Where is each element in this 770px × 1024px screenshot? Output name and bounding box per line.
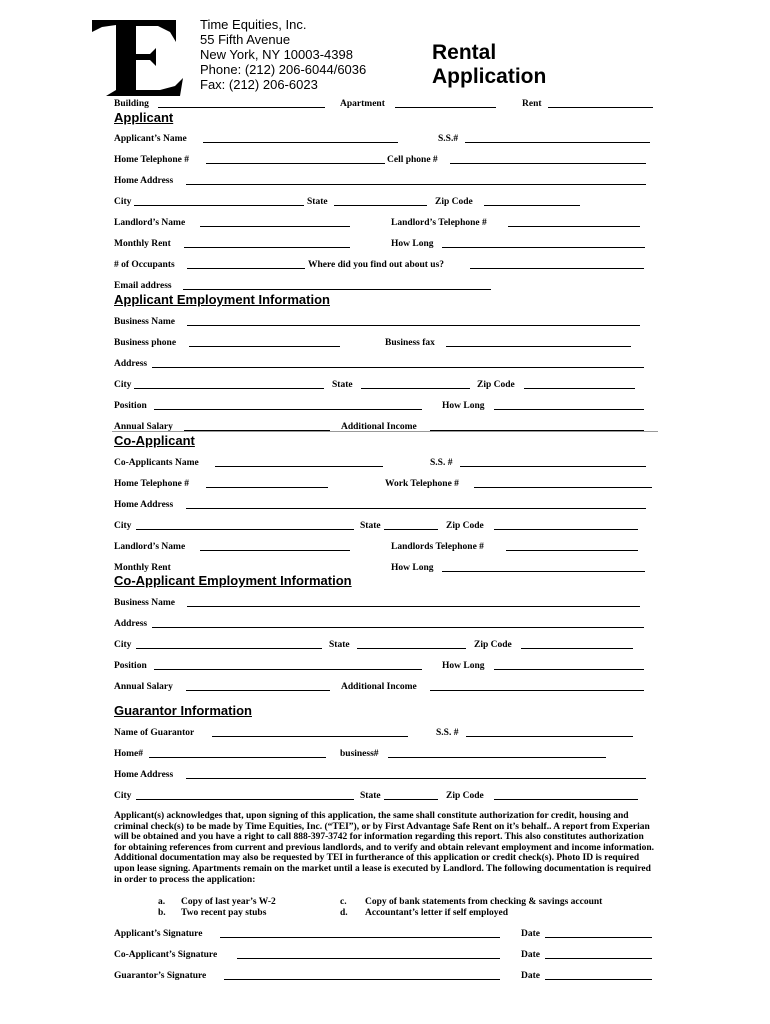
employment-address-row — [0, 358, 770, 372]
coapplicant-landlord-telephone-field[interactable] — [506, 550, 638, 551]
zip-field[interactable] — [484, 205, 580, 206]
guarantor-signature-label: Guarantor’s Signature — [114, 971, 207, 981]
guarantor-date-label: Date — [521, 971, 540, 981]
guarantor-date-field[interactable] — [545, 979, 652, 980]
ssn-label: S.S.# — [438, 134, 459, 144]
occupants-label: # of Occupants — [114, 260, 175, 270]
co-business-city-label: City — [114, 640, 132, 650]
coapplicant-city-field[interactable] — [136, 529, 354, 530]
section-divider — [112, 431, 658, 432]
co-business-address-label: Address — [114, 619, 148, 629]
guarantor-business-label: business# — [340, 749, 379, 759]
coapplicant-home-telephone-field[interactable] — [206, 487, 328, 488]
coapplicant-address-label: Home Address — [114, 500, 174, 510]
doc-c-letter: c. — [340, 897, 347, 907]
home-telephone-field[interactable] — [206, 163, 385, 164]
business-fax-label: Business fax — [385, 338, 435, 348]
work-telephone-label: Work Telephone # — [385, 479, 459, 489]
guarantor-signature-row — [0, 970, 770, 984]
coapplicant-city-label: City — [114, 521, 132, 531]
co-additional-income-field[interactable] — [430, 690, 644, 691]
employment-phone-row — [0, 337, 770, 351]
guarantor-address-field[interactable] — [186, 778, 646, 779]
coapplicant-zip-label: Zip Code — [446, 521, 484, 531]
co-business-state-label: State — [329, 640, 350, 650]
doc-c-text: Copy of bank statements from checking & savings account — [365, 897, 603, 907]
home-address-label: Home Address — [114, 176, 174, 186]
applicant-date-label: Date — [521, 929, 540, 939]
business-address-field[interactable] — [152, 367, 644, 368]
applicant-signature-row — [0, 928, 770, 942]
state-field[interactable] — [334, 205, 427, 206]
applicant-phone-row — [0, 154, 770, 168]
applicant-city-row — [0, 196, 770, 210]
company-phone: Phone: (212) 206-6044/6036 — [200, 62, 367, 77]
business-name-field[interactable] — [187, 325, 640, 326]
cell-phone-label: Cell phone # — [387, 155, 438, 165]
doc-d-letter: d. — [340, 908, 348, 918]
apartment-field[interactable] — [395, 107, 496, 108]
co-employment-position-row — [0, 660, 770, 674]
rent-field[interactable] — [548, 107, 653, 108]
building-field[interactable] — [158, 107, 325, 108]
coapplicant-name-row — [0, 457, 770, 471]
guarantor-address-label: Home Address — [114, 770, 174, 780]
ssn-field[interactable] — [465, 142, 650, 143]
monthly-rent-label: Monthly Rent — [114, 239, 171, 249]
applicant-occupants-row — [0, 259, 770, 273]
guarantor-city-field[interactable] — [136, 799, 354, 800]
co-business-name-label: Business Name — [114, 598, 175, 608]
coapplicant-how-long-label: How Long — [391, 563, 434, 573]
coapplicant-how-long-field[interactable] — [442, 571, 645, 572]
landlord-name-label: Landlord’s Name — [114, 218, 186, 228]
guarantor-city-row — [0, 790, 770, 804]
how-long-label: How Long — [391, 239, 434, 249]
coapplicant-landlord-telephone-label: Landlords Telephone # — [391, 542, 484, 552]
doc-b-text: Two recent pay stubs — [181, 908, 267, 918]
coapplicant-state-field[interactable] — [384, 529, 438, 530]
state-label: State — [307, 197, 328, 207]
doc-a-text: Copy of last year’s W-2 — [181, 897, 276, 907]
co-business-name-field[interactable] — [187, 606, 640, 607]
guarantor-name-row — [0, 727, 770, 741]
employment-how-long-label: How Long — [442, 401, 485, 411]
doc-a-letter: a. — [158, 897, 166, 907]
business-name-label: Business Name — [114, 317, 175, 327]
position-label: Position — [114, 401, 147, 411]
company-street: 55 Fifth Avenue — [200, 32, 291, 47]
company-city: New York, NY 10003-4398 — [200, 47, 353, 62]
guarantor-signature-field[interactable] — [224, 979, 500, 980]
applicant-address-row — [0, 175, 770, 189]
doc-d-text: Accountant’s letter if self employed — [365, 908, 508, 918]
guarantor-name-label: Name of Guarantor — [114, 728, 195, 738]
coapplicant-signature-label: Co-Applicant’s Signature — [114, 950, 218, 960]
co-business-state-field[interactable] — [357, 648, 466, 649]
rent-label: Rent — [522, 99, 542, 109]
co-business-zip-label: Zip Code — [474, 640, 512, 650]
title-line-1: Rental — [432, 41, 497, 64]
co-employment-salary-row — [0, 681, 770, 695]
employment-business-row — [0, 316, 770, 330]
applicant-landlord-row — [0, 217, 770, 231]
guarantor-city-label: City — [114, 791, 132, 801]
business-phone-field[interactable] — [189, 346, 340, 347]
applicant-rent-row — [0, 238, 770, 252]
guarantor-phone-row — [0, 748, 770, 762]
coapplicant-monthly-rent-label: Monthly Rent — [114, 563, 171, 573]
co-employment-address-row — [0, 618, 770, 632]
coapplicant-phone-row — [0, 478, 770, 492]
email-field[interactable] — [183, 289, 491, 290]
coapplicant-city-row — [0, 520, 770, 534]
business-phone-label: Business phone — [114, 338, 177, 348]
coapplicant-state-label: State — [360, 521, 381, 531]
how-long-field[interactable] — [442, 247, 645, 248]
annual-salary-label: Annual Salary — [114, 422, 173, 432]
co-how-long-label: How Long — [442, 661, 485, 671]
coapplicant-landlord-label: Landlord’s Name — [114, 542, 186, 552]
coapplicant-employment-heading: Co-Applicant Employment Information — [114, 573, 352, 588]
tei-logo-icon — [90, 18, 185, 98]
employment-city-row — [0, 379, 770, 393]
business-zip-field[interactable] — [524, 388, 635, 389]
business-state-label: State — [332, 380, 353, 390]
city-field[interactable] — [134, 205, 304, 206]
co-how-long-field[interactable] — [494, 669, 644, 670]
monthly-rent-field[interactable] — [184, 247, 350, 248]
co-annual-salary-field[interactable] — [186, 690, 330, 691]
home-address-field[interactable] — [186, 184, 646, 185]
guarantor-zip-label: Zip Code — [446, 791, 484, 801]
coapplicant-ssn-label: S.S. # — [430, 458, 453, 468]
applicant-signature-label: Applicant’s Signature — [114, 929, 203, 939]
found-us-field[interactable] — [470, 268, 644, 269]
doc-b-letter: b. — [158, 908, 166, 918]
landlord-telephone-field[interactable] — [508, 226, 640, 227]
coapplicant-address-row — [0, 499, 770, 513]
landlord-telephone-label: Landlord’s Telephone # — [391, 218, 487, 228]
coapplicant-ssn-field[interactable] — [460, 466, 646, 467]
guarantor-ssn-field[interactable] — [466, 736, 633, 737]
guarantor-business-field[interactable] — [388, 757, 606, 758]
coapplicant-name-label: Co-Applicants Name — [114, 458, 199, 468]
title-line-2: Application — [432, 65, 547, 88]
business-city-field[interactable] — [134, 388, 324, 389]
co-employment-city-row — [0, 639, 770, 653]
coapplicant-landlord-row — [0, 541, 770, 555]
coapplicant-zip-field[interactable] — [494, 529, 638, 530]
applicant-date-field[interactable] — [545, 937, 652, 938]
occupants-field[interactable] — [187, 268, 305, 269]
acknowledgement-text — [114, 811, 654, 885]
work-telephone-field[interactable] — [474, 487, 652, 488]
business-city-label: City — [114, 380, 132, 390]
coapplicant-heading: Co-Applicant — [114, 433, 195, 448]
coapplicant-date-field[interactable] — [545, 958, 652, 959]
co-business-address-field[interactable] — [152, 627, 644, 628]
applicant-signature-field[interactable] — [220, 937, 500, 938]
page-title — [432, 41, 546, 89]
position-field[interactable] — [154, 409, 422, 410]
found-us-label: Where did you find out about us? — [308, 260, 445, 270]
guarantor-name-field[interactable] — [212, 736, 408, 737]
company-info — [200, 17, 366, 92]
coapplicant-date-label: Date — [521, 950, 540, 960]
employment-position-row — [0, 400, 770, 414]
building-label: Building — [114, 99, 149, 109]
guarantor-state-field[interactable] — [384, 799, 438, 800]
employment-how-long-field[interactable] — [494, 409, 644, 410]
company-fax: Fax: (212) 206-6023 — [200, 77, 318, 92]
co-annual-salary-label: Annual Salary — [114, 682, 173, 692]
guarantor-home-label: Home# — [114, 749, 144, 759]
home-telephone-label: Home Telephone # — [114, 155, 189, 165]
co-additional-income-label: Additional Income — [341, 682, 417, 692]
coapplicant-name-field[interactable] — [215, 466, 383, 467]
applicant-employment-heading: Applicant Employment Information — [114, 292, 330, 307]
guarantor-address-row — [0, 769, 770, 783]
business-fax-field[interactable] — [446, 346, 631, 347]
co-position-field[interactable] — [154, 669, 422, 670]
co-position-label: Position — [114, 661, 147, 671]
coapplicant-home-telephone-label: Home Telephone # — [114, 479, 189, 489]
business-address-label: Address — [114, 359, 148, 369]
guarantor-state-label: State — [360, 791, 381, 801]
applicant-name-field[interactable] — [203, 142, 398, 143]
co-employment-business-row — [0, 597, 770, 611]
business-zip-label: Zip Code — [477, 380, 515, 390]
landlord-name-field[interactable] — [200, 226, 350, 227]
applicant-heading: Applicant — [114, 110, 174, 125]
guarantor-heading: Guarantor Information — [114, 703, 252, 718]
guarantor-home-field[interactable] — [149, 757, 326, 758]
guarantor-ssn-label: S.S. # — [436, 728, 459, 738]
co-business-city-field[interactable] — [136, 648, 322, 649]
business-state-field[interactable] — [361, 388, 470, 389]
additional-income-label: Additional Income — [341, 422, 417, 432]
coapplicant-landlord-field[interactable] — [200, 550, 350, 551]
coapplicant-signature-row — [0, 949, 770, 963]
company-name: Time Equities, Inc. — [200, 17, 307, 32]
co-business-zip-field[interactable] — [521, 648, 633, 649]
coapplicant-signature-field[interactable] — [237, 958, 500, 959]
zip-label: Zip Code — [435, 197, 473, 207]
email-label: Email address — [114, 281, 172, 291]
cell-phone-field[interactable] — [450, 163, 646, 164]
city-label: City — [114, 197, 132, 207]
acknowledgement-paragraph: Applicant(s) acknowledges that, upon signing of this application, the same shall constitute authorization for credit, housing and criminal check(s) to be made by Time Equities, Inc. (“TEI”), or by First Advantage Safe Rent on it’s behalf.. A report from Experian will be obtained and you have a right to call 888-397-3742 for information regarding this report. This also constitutes authorization for obtaining references from current and previous landlords, and to verify and obtain relevant employment and income information. Additional documentation may also be requested by TEI in furtherance of this application or credit check(s). Photo ID is required upon lease signing. Apartments remain on the market until a lease is executed by Landlord. The following documentation is required in order to process the application: — [114, 811, 655, 885]
applicant-name-row — [0, 133, 770, 147]
apartment-label: Apartment — [340, 99, 385, 109]
coapplicant-address-field[interactable] — [186, 508, 646, 509]
applicant-name-label: Applicant’s Name — [114, 134, 187, 144]
guarantor-zip-field[interactable] — [494, 799, 638, 800]
